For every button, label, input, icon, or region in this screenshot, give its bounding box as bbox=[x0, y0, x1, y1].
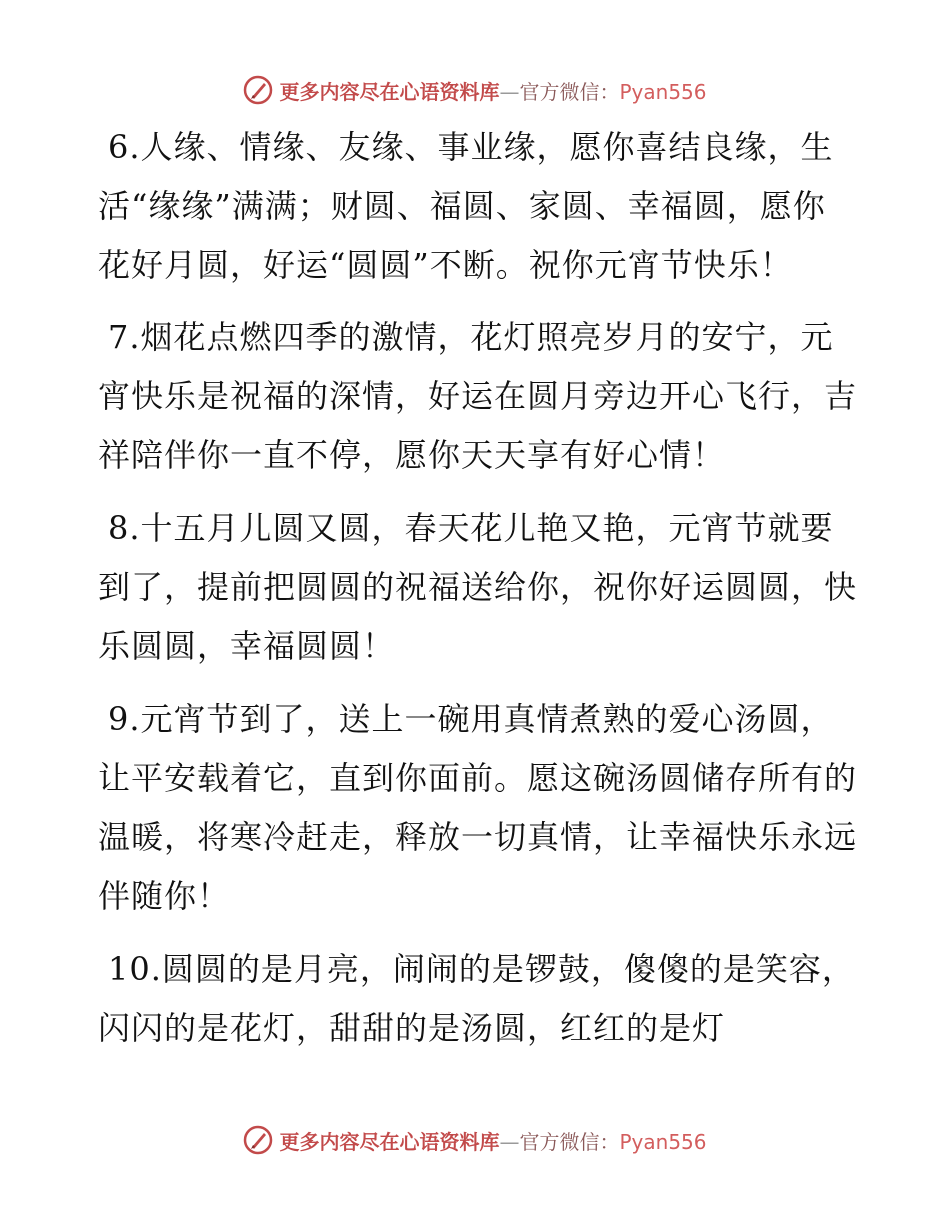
footer-banner bbox=[0, 1122, 950, 1158]
paragraph-number: 10. bbox=[108, 950, 162, 988]
paragraph-7 bbox=[98, 308, 858, 485]
document-body bbox=[98, 118, 858, 1072]
footer-site-name: 更多内容尽在心语资料库 bbox=[279, 1129, 500, 1154]
paragraph-text: 烟花点燃四季的激情，花灯照亮岁月的安宁，元宵快乐是祝福的深情，好运在圆月旁边开心飞行，吉祥陪伴你一直不停，愿你天天享有好心情！ bbox=[98, 318, 858, 474]
paragraph-number: 7. bbox=[108, 318, 141, 356]
footer-banner-text bbox=[279, 1126, 706, 1155]
footer-dash: — bbox=[499, 1129, 520, 1154]
paragraph-9 bbox=[98, 690, 858, 926]
paragraph-number: 9. bbox=[108, 700, 141, 738]
paragraph-text: 圆圆的是月亮，闹闹的是锣鼓，傻傻的是笑容，闪闪的是花灯，甜甜的是汤圆，红红的是灯 bbox=[98, 950, 855, 1047]
header-dash: — bbox=[499, 79, 520, 104]
footer-wechat-label: 官方微信： bbox=[519, 1129, 620, 1154]
paragraph-10 bbox=[98, 940, 858, 1058]
header-banner-text bbox=[279, 76, 706, 105]
header-wechat-id: Pyan556 bbox=[619, 79, 707, 104]
paragraph-6 bbox=[98, 118, 858, 295]
header-site-name: 更多内容尽在心语资料库 bbox=[279, 79, 500, 104]
footer-wechat-id: Pyan556 bbox=[619, 1129, 707, 1154]
feather-pen-logo-icon bbox=[243, 75, 273, 105]
feather-pen-logo-icon bbox=[243, 1125, 273, 1155]
header-wechat-label: 官方微信： bbox=[519, 79, 620, 104]
paragraph-8 bbox=[98, 499, 858, 676]
paragraph-number: 6. bbox=[108, 128, 141, 166]
paragraph-number: 8. bbox=[108, 509, 141, 547]
paragraph-text: 元宵节到了，送上一碗用真情煮熟的爱心汤圆，让平安载着它，直到你面前。愿这碗汤圆储存所有的温暖，将寒冷赶走，释放一切真情，让幸福快乐永远伴随你！ bbox=[98, 700, 858, 915]
header-banner bbox=[0, 72, 950, 108]
paragraph-text: 人缘、情缘、友缘、事业缘，愿你喜结良缘，生活“缘缘”满满；财圆、福圆、家圆、幸福圆，愿你花好月圆，好运“圆圆”不断。祝你元宵节快乐！ bbox=[98, 128, 834, 284]
paragraph-text: 十五月儿圆又圆，春天花儿艳又艳，元宵节就要到了，提前把圆圆的祝福送给你，祝你好运圆圆，快乐圆圆，幸福圆圆！ bbox=[98, 509, 858, 665]
